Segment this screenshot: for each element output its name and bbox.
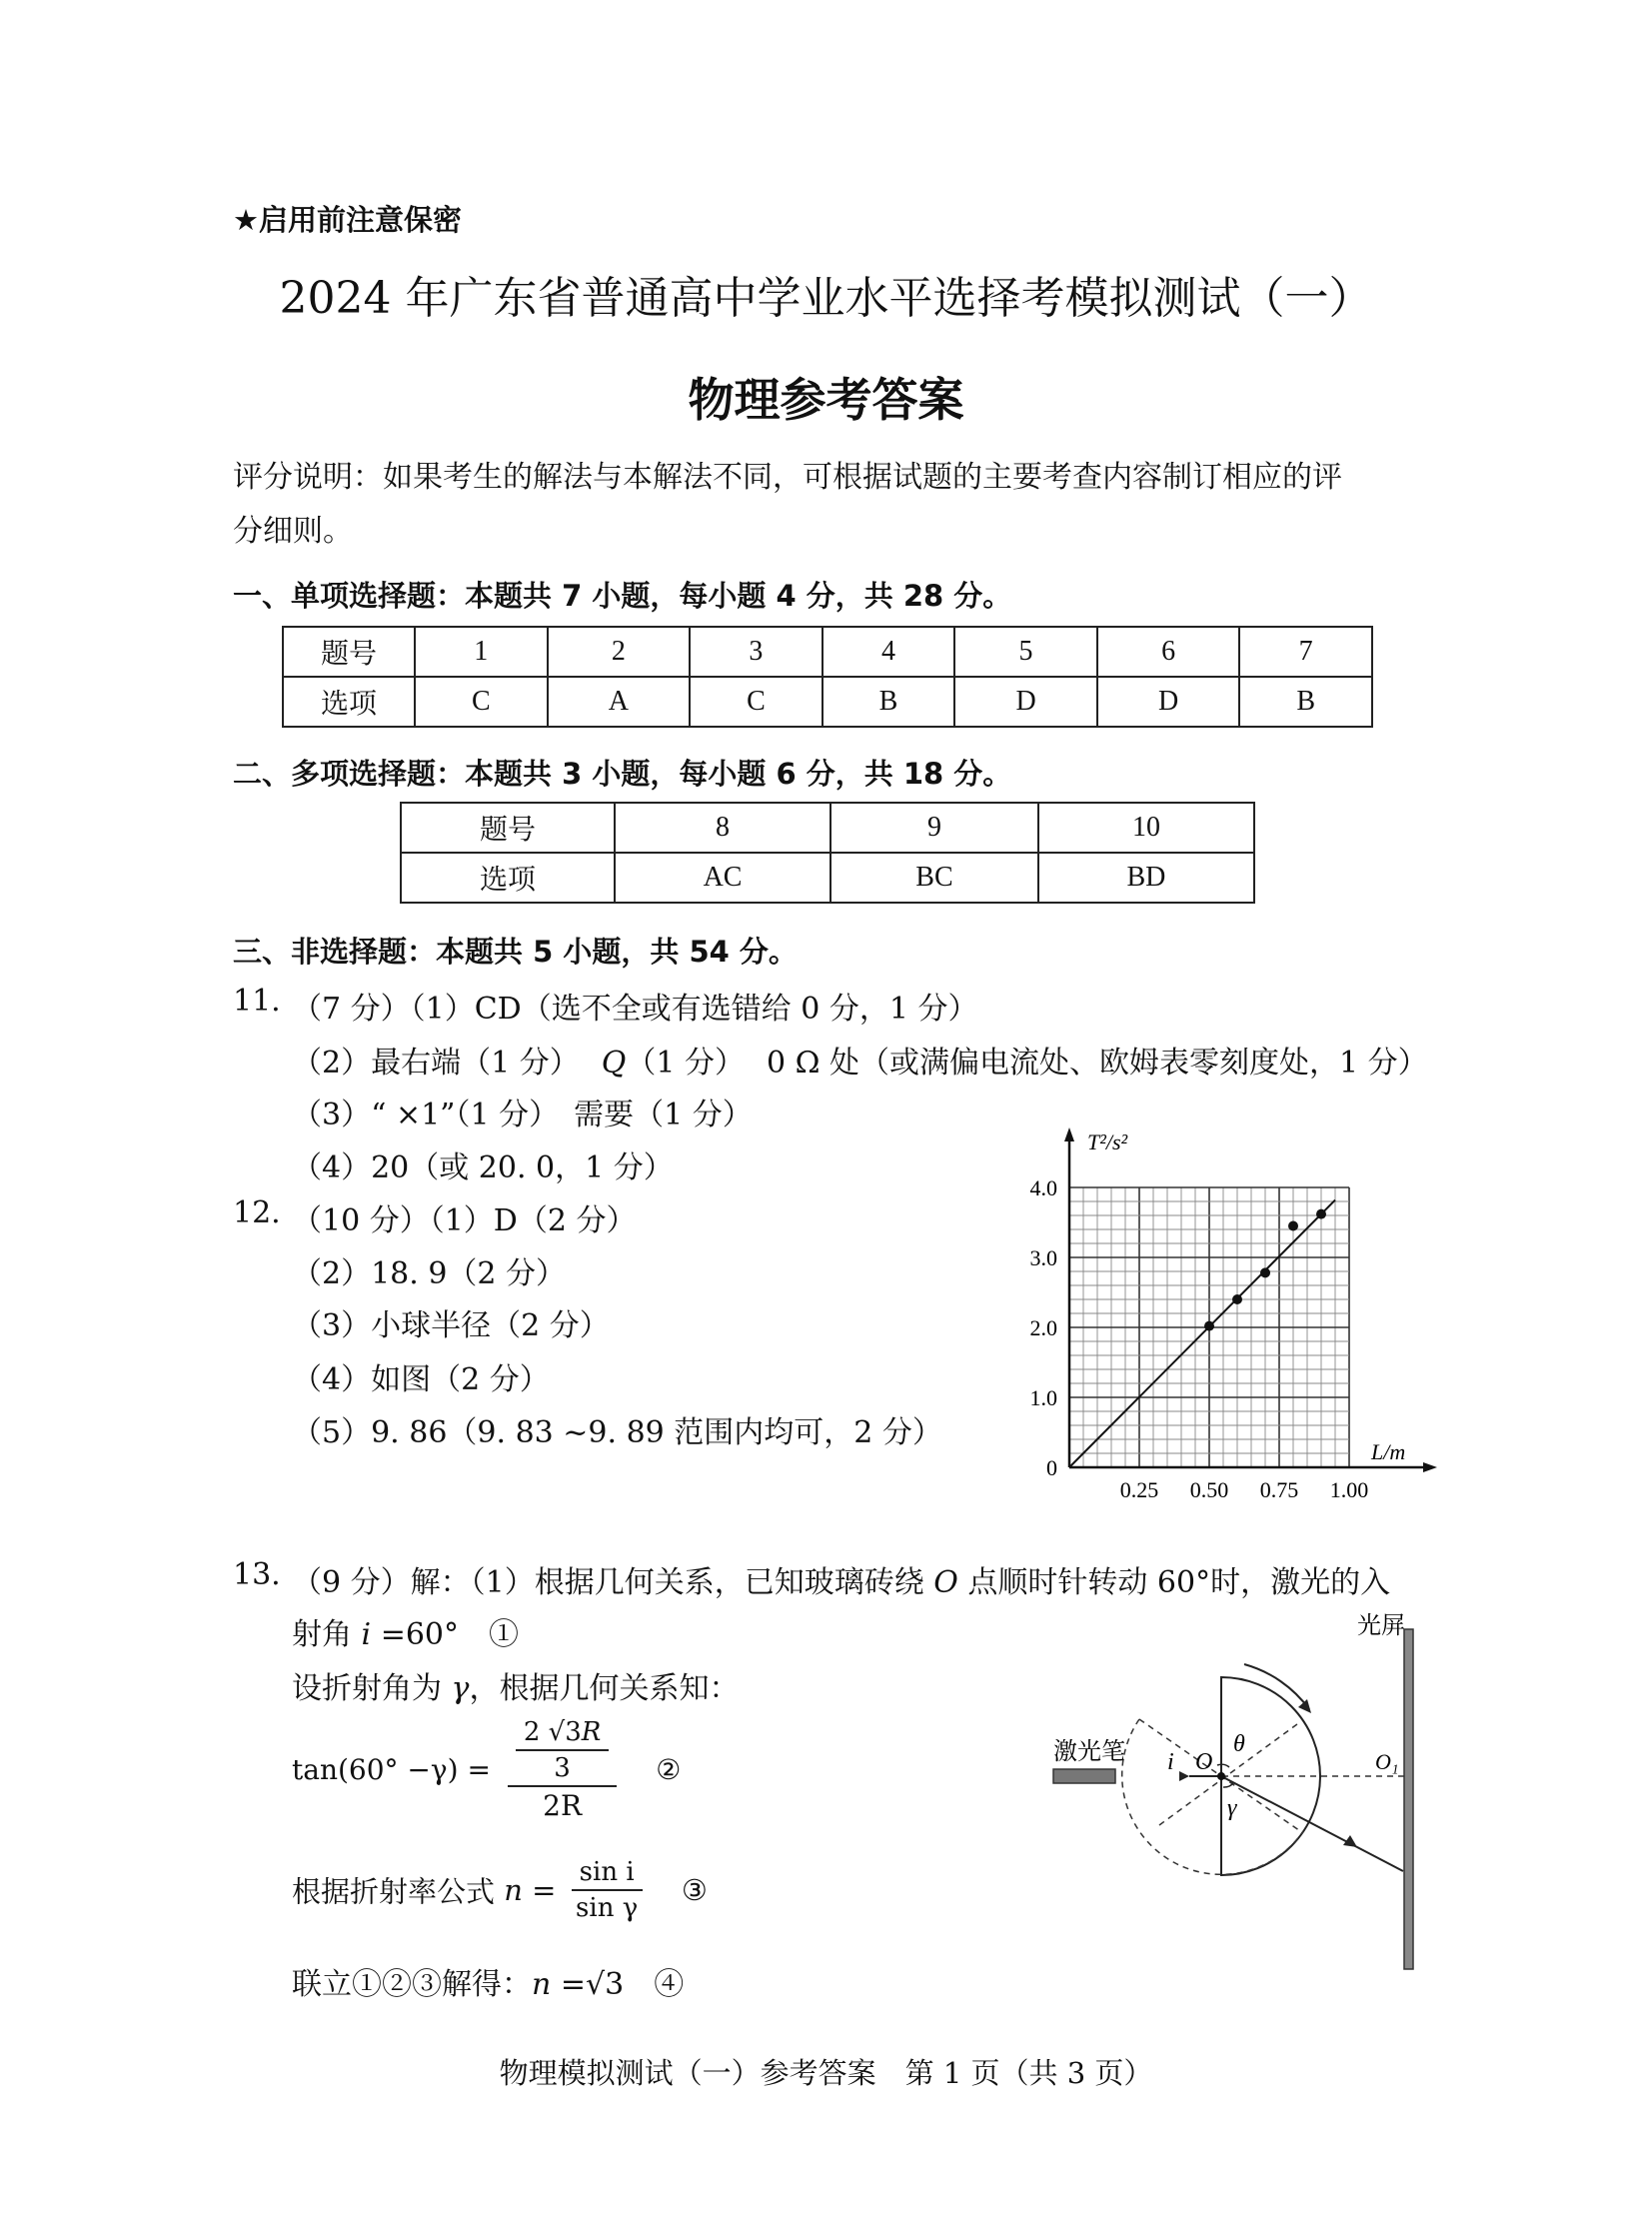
eq2-lhs: tan(60° −γ) = <box>292 1753 491 1786</box>
table-row <box>401 803 1254 853</box>
table-header-cell: 题号 <box>283 627 415 677</box>
y-tick-label: 2.0 <box>1029 1315 1057 1340</box>
answer-cell: D <box>954 677 1097 727</box>
doc-title: 物理参考答案 <box>688 373 964 427</box>
q12-line5: （5）9. 86（9. 83 ~9. 89 范围内均可，2 分） <box>292 1415 942 1450</box>
q13-line2-a: 射角 <box>292 1617 362 1652</box>
label-O1: O₁ <box>1375 1749 1399 1774</box>
x-axis-label: L/m <box>1371 1439 1406 1464</box>
label-theta: θ <box>1233 1731 1245 1757</box>
q11-line3: （3）“ ×1”（1 分） 需要（1 分） <box>292 1098 753 1132</box>
q12-line2: （2）18. 9（2 分） <box>292 1256 567 1291</box>
answer-cell: B <box>1239 677 1372 727</box>
y-tick-label: 3.0 <box>1029 1245 1057 1270</box>
y-tick-label: 1.0 <box>1029 1385 1057 1410</box>
question-number: 2 <box>548 627 691 677</box>
eq4-text: 联立①②③解得： <box>292 1967 532 2002</box>
data-point <box>1316 1209 1326 1219</box>
data-point <box>1288 1221 1298 1231</box>
section2-heading: 二、多项选择题：本题共 3 小题，每小题 6 分，共 18 分。 <box>233 757 1012 791</box>
screen <box>1404 1629 1413 1969</box>
fit-line <box>1069 1200 1335 1467</box>
label-O: O <box>1195 1749 1213 1775</box>
eq3-numerator: sin i <box>572 1857 643 1891</box>
laser-pen <box>1053 1769 1115 1783</box>
table-row <box>401 853 1254 903</box>
eq2-inner-denominator: 3 <box>554 1753 571 1783</box>
q13-line3-c: ，根据几何关系知： <box>469 1671 740 1706</box>
data-point <box>1232 1294 1242 1304</box>
optics-diagram <box>1039 1609 1439 1979</box>
q13-line1 <box>292 1557 1390 1601</box>
q13-line2 <box>292 1609 519 1653</box>
equation-2 <box>292 1717 681 1822</box>
label-gamma: γ <box>1227 1795 1237 1821</box>
q11-line2 <box>292 1038 1428 1082</box>
refracted-ray <box>1221 1776 1403 1871</box>
q13-var-O: O <box>933 1565 958 1600</box>
rotation-arrow-icon <box>1298 1699 1311 1713</box>
y-tick-label: 4.0 <box>1029 1175 1057 1200</box>
confidential-note: ★启用前注意保密 <box>233 203 462 237</box>
q11-line4: （4）20（或 20. 0，1 分） <box>292 1150 674 1185</box>
y-axis-label: T²/s² <box>1087 1129 1128 1154</box>
plot-layer <box>1069 1200 1335 1467</box>
eq4-var-n: n <box>532 1967 552 2002</box>
x-tick-label: 0.50 <box>1189 1477 1229 1502</box>
question-number: 8 <box>615 803 830 853</box>
q13-var-gamma: γ <box>451 1671 470 1706</box>
q13-var-i: i <box>361 1617 372 1652</box>
angle-theta-arc <box>1217 1764 1229 1767</box>
question-number: 9 <box>830 803 1038 853</box>
answer-cell: C <box>415 677 548 727</box>
x-axis-arrow <box>1423 1462 1437 1472</box>
q11-var-Q: Q <box>601 1046 627 1081</box>
q13-number: 13. <box>233 1557 281 1592</box>
y-tick-label: 0 <box>1046 1455 1057 1480</box>
table-header-cell: 题号 <box>401 803 615 853</box>
q12-number: 12. <box>233 1195 281 1230</box>
table-row <box>283 677 1372 727</box>
x-tick-label: 1.00 <box>1329 1477 1369 1502</box>
eq3-tag: ③ <box>681 1873 708 1907</box>
q12-line4: （4）如图（2 分） <box>292 1362 550 1397</box>
data-point <box>1260 1267 1270 1277</box>
eq2-inner-fraction <box>516 1717 610 1783</box>
t2-vs-l-graph <box>1009 1120 1449 1519</box>
q13-line1-c: 点顺时针转动 60°时，激光的入 <box>957 1565 1391 1600</box>
data-point <box>1204 1321 1214 1331</box>
q11-line2-a: （2）最右端（1 分） <box>292 1046 580 1081</box>
table-header-cell: 选项 <box>283 677 415 727</box>
equation-3 <box>292 1857 708 1923</box>
q13-line2-c: =60° ① <box>371 1617 520 1652</box>
section2-table <box>400 802 1255 904</box>
section3-heading: 三、非选择题：本题共 5 小题，共 54 分。 <box>233 935 798 969</box>
q11-line2-c: （1 分） <box>626 1046 745 1081</box>
eq3-fraction <box>572 1857 643 1923</box>
scoring-note-line1: 评分说明：如果考生的解法与本解法不同，可根据试题的主要考查内容制订相应的评 <box>233 460 1342 495</box>
q11-line2-d: 0 Ω 处（或满偏电流处、欧姆表零刻度处，1 分） <box>766 1046 1428 1081</box>
answer-cell: B <box>823 677 955 727</box>
table-header-cell: 选项 <box>401 853 615 903</box>
eq2-inner-numerator: 2 √3 <box>523 1717 582 1747</box>
question-number: 1 <box>415 627 548 677</box>
eq3-equals: = <box>522 1873 557 1907</box>
question-number: 6 <box>1097 627 1240 677</box>
equation-4 <box>292 1959 684 2003</box>
eq3-denominator: sin γ <box>576 1893 639 1923</box>
exam-title: 2024 年广东省普通高中学业水平选择考模拟测试（一） <box>279 273 1373 324</box>
question-number: 7 <box>1239 627 1372 677</box>
label-i: i <box>1167 1749 1174 1775</box>
answer-cell: C <box>690 677 823 727</box>
q13-line3-a: 设折射角为 <box>292 1671 452 1706</box>
screen-label: 光屏 <box>1357 1611 1405 1639</box>
eq4-result: =√3 ④ <box>551 1967 685 2002</box>
scoring-note-line2: 分细则。 <box>233 514 353 549</box>
y-axis-arrow <box>1064 1127 1074 1141</box>
q13-line3 <box>292 1663 739 1707</box>
rotation-arc <box>1244 1664 1309 1709</box>
eq2-var-R: R <box>581 1717 602 1747</box>
section1-heading: 一、单项选择题：本题共 7 小题，每小题 4 分，共 28 分。 <box>233 579 1012 613</box>
question-number: 3 <box>690 627 823 677</box>
q11-line1: （7 分）（1）CD（选不全或有选错给 0 分，1 分） <box>292 992 978 1027</box>
eq3-text: 根据折射率公式 <box>292 1874 505 1909</box>
page-footer: 物理模拟测试（一）参考答案 第 1 页（共 3 页） <box>499 2056 1153 2090</box>
question-number: 10 <box>1038 803 1254 853</box>
table-row <box>283 627 1372 677</box>
q13-line1-a: （9 分）解：（1）根据几何关系，已知玻璃砖绕 <box>292 1565 934 1600</box>
q12-line1: （10 分）（1）D（2 分） <box>292 1203 637 1238</box>
original-glass-outline <box>1122 1719 1303 1874</box>
question-number: 5 <box>954 627 1097 677</box>
q12-line3: （3）小球半径（2 分） <box>292 1308 610 1343</box>
angle-gamma-arc <box>1223 1783 1233 1787</box>
eq3-var-n: n <box>504 1873 523 1907</box>
answer-cell: BC <box>830 853 1038 903</box>
answer-cell: D <box>1097 677 1240 727</box>
x-tick-label: 0.25 <box>1119 1477 1159 1502</box>
answer-cell: BD <box>1038 853 1254 903</box>
eq2-tag: ② <box>656 1753 682 1786</box>
incident-arrow-icon <box>1179 1771 1189 1781</box>
eq2-fraction <box>508 1717 618 1822</box>
question-number: 4 <box>823 627 955 677</box>
laser-label: 激光笔 <box>1053 1737 1125 1765</box>
section1-table <box>282 626 1373 728</box>
point-O <box>1217 1772 1225 1780</box>
q11-number: 11. <box>233 984 281 1019</box>
x-tick-label: 0.75 <box>1259 1477 1299 1502</box>
answer-cell: AC <box>615 853 830 903</box>
answer-cell: A <box>548 677 691 727</box>
eq2-denominator: 2R <box>543 1789 583 1822</box>
